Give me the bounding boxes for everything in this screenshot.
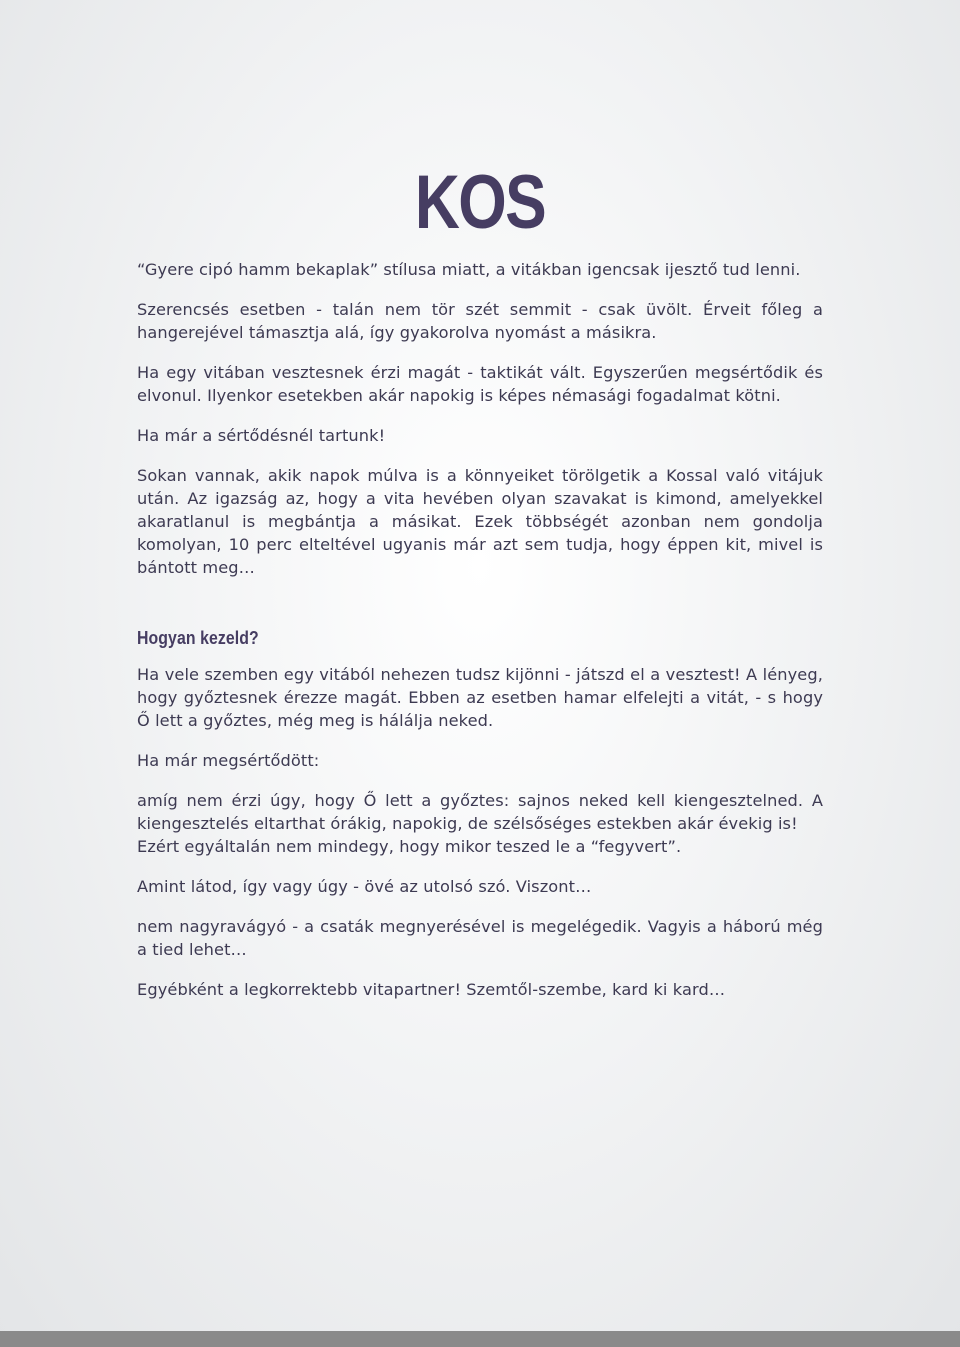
paragraph-offended: Ha már a sértődésnél tartunk! [137, 426, 386, 445]
paragraph-weapon: Ezért egyáltalán nem mindegy, hogy mikor teszed le a “fegyvert”. [137, 837, 682, 856]
footer-bar [0, 1331, 960, 1347]
page-title: KOS [414, 160, 546, 245]
paragraph-reconcile: amíg nem érzi úgy, hogy Ő lett a győztes: sajnos neked kell kiengesztelned. A kiengesztelés eltarthat órákig, napokig, de szélsőséges estekben akár évekig is! [137, 791, 823, 833]
article-body [137, 258, 823, 1018]
paragraph-tears: Sokan vannak, akik napok múlva is a könnyeiket törölgetik a Kossal való vitájuk után. Az igazság az, hogy a vita hevében olyan szavakat is kimond, amelyekkel akaratlanul is megbántja a másikat. Ezek többségét azonban nem gondolja komolyan, 10 perc elteltével ugyanis már azt sem tudja, hogy éppen kit, mivel is bántott meg… [137, 466, 823, 577]
paragraph-play-loser: Ha vele szemben egy vitából nehezen tudsz kijönni - játszd el a vesztest! A lényeg, hogy győztesnek érezze magát. Ebben az esetben hamar elfelejti a vitát, - s hogy Ő lett a győztes, még meg is hálálja neked. [137, 665, 823, 730]
section-heading: Hogyan kezeld? [137, 628, 259, 648]
paragraph-tactic: Ha egy vitában vesztesnek érzi magát - taktikát vált. Egyszerűen megsértődik és elvonul. Ilyenkor esetekben akár napokig is képes némasági fogadalmat kötni. [137, 363, 823, 405]
paragraph-shouting: Szerencsés esetben - talán nem tör szét semmit - csak üvölt. Érveit főleg a hangerejével támasztja alá, így gyakorolva nyomást a másikra. [137, 300, 823, 342]
paragraph-war: nem nagyravágyó - a csaták megnyerésével is megelégedik. Vagyis a háború még a tied lehet… [137, 917, 823, 959]
paragraph-last-word: Amint látod, így vagy úgy - övé az utolsó szó. Viszont… [137, 877, 592, 896]
paragraph-fair-partner: Egyébként a legkorrektebb vitapartner! Szemtől-szembe, kard ki kard… [137, 980, 726, 999]
paragraph-if-offended: Ha már megsértődött: [137, 751, 320, 770]
paragraph-intro: “Gyere cipó hamm bekaplak” stílusa miatt, a vitákban igencsak ijesztő tud lenni. [137, 260, 801, 279]
